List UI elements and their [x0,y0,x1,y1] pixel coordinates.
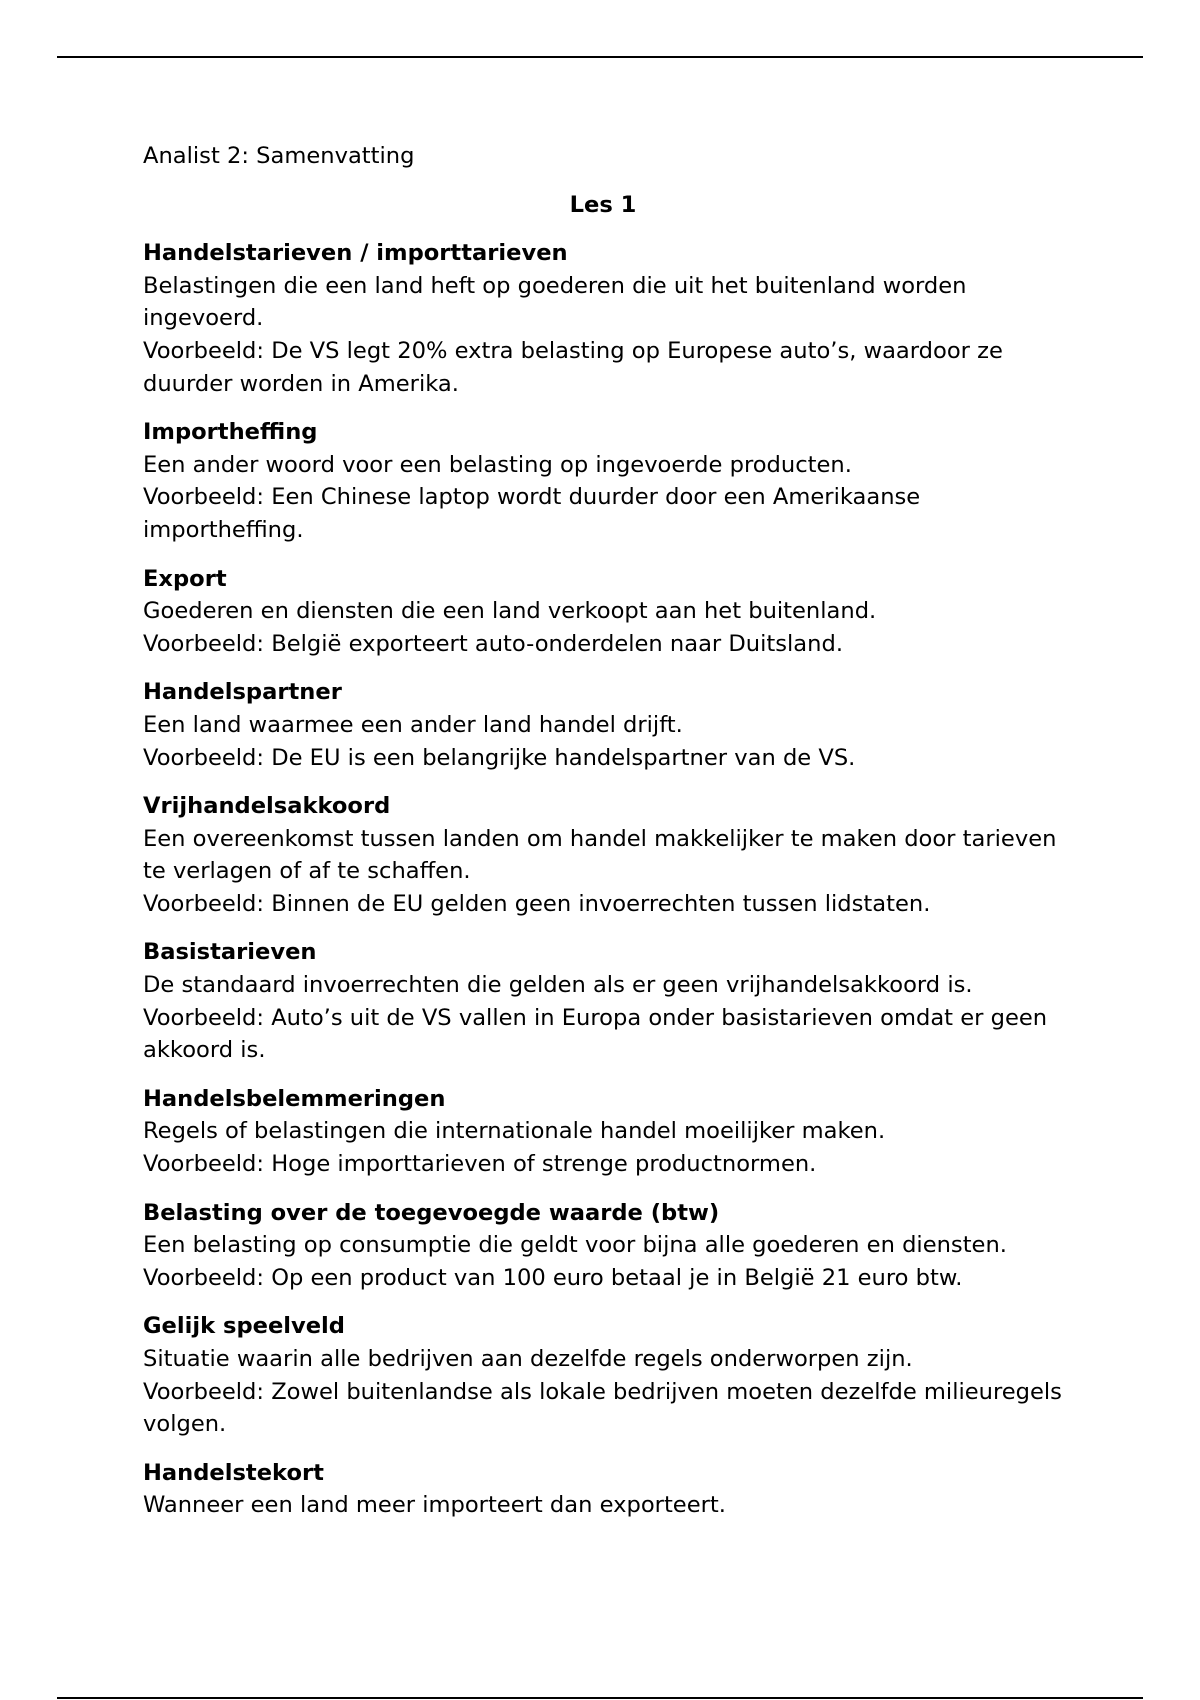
term-example: Voorbeeld: De EU is een belangrijke handelspartner van de VS. [143,744,856,771]
term-example: Voorbeeld: De VS legt 20% extra belasting op Europese auto’s, waardoor ze duurder worden in Amerika. [143,337,1003,397]
term-definition: Belastingen die een land heft op goederen die uit het buitenland worden ingevoerd. [143,272,967,332]
term-entry [143,237,1063,400]
term-definition: Een overeenkomst tussen landen om handel makkelijker te maken door tarieven te verlagen of af te schaffen. [143,825,1057,885]
term-title: Handelspartner [143,679,342,706]
term-title: Handelsbelemmeringen [143,1085,446,1112]
term-example: Voorbeeld: Zowel buitenlandse als lokale bedrijven moeten dezelfde milieuregels volgen. [143,1378,1062,1438]
term-example: Voorbeeld: Op een product van 100 euro betaal je in België 21 euro btw. [143,1264,963,1291]
term-title: Importheffing [143,419,318,446]
term-definition: Wanneer een land meer importeert dan exporteert. [143,1492,726,1519]
term-title: Belasting over de toegevoegde waarde (btw) [143,1199,720,1226]
term-entry [143,676,1063,774]
term-entry [143,936,1063,1066]
term-title: Gelijk speelveld [143,1313,345,1340]
term-entry [143,1083,1063,1181]
term-title: Vrijhandelsakkoord [143,793,391,820]
lesson-title: Les 1 [569,191,637,218]
term-entry [143,1310,1063,1440]
term-entry [143,416,1063,546]
term-example: Voorbeeld: Binnen de EU gelden geen invoerrechten tussen lidstaten. [143,890,931,917]
top-divider [57,56,1143,58]
document-header: Analist 2: Samenvatting [143,143,415,169]
term-definition: Een belasting op consumptie die geldt voor bijna alle goederen en diensten. [143,1232,1007,1259]
term-definition: Een ander woord voor een belasting op ingevoerde producten. [143,451,852,478]
term-definition: Regels of belastingen die internationale handel moeilijker maken. [143,1118,886,1145]
term-entry [143,1197,1063,1295]
term-example: Voorbeeld: Een Chinese laptop wordt duurder door een Amerikaanse importheffing. [143,484,921,543]
bottom-divider [57,1697,1143,1699]
term-title: Handelstarieven / importtarieven [143,240,568,267]
term-entry [143,790,1063,920]
term-title: Export [143,565,227,592]
term-example: Voorbeeld: Auto’s uit de VS vallen in Europa onder basistarieven omdat er geen akkoord is. [143,1004,1048,1064]
term-title: Basistarieven [143,939,317,966]
document-body [143,140,1063,1522]
term-entry [143,1457,1063,1522]
term-definition: De standaard invoerrechten die gelden als er geen vrijhandelsakkoord is. [143,972,973,999]
term-definition: Een land waarmee een ander land handel drijft. [143,711,683,738]
term-definition: Situatie waarin alle bedrijven aan dezelfde regels onderworpen zijn. [143,1346,913,1372]
term-example: Voorbeeld: België exporteert auto-onderdelen naar Duitsland. [143,630,843,657]
term-entry [143,563,1063,661]
term-title: Handelstekort [143,1459,324,1486]
term-definition: Goederen en diensten die een land verkoopt aan het buitenland. [143,598,877,625]
term-example: Voorbeeld: Hoge importtarieven of strenge productnormen. [143,1151,817,1178]
